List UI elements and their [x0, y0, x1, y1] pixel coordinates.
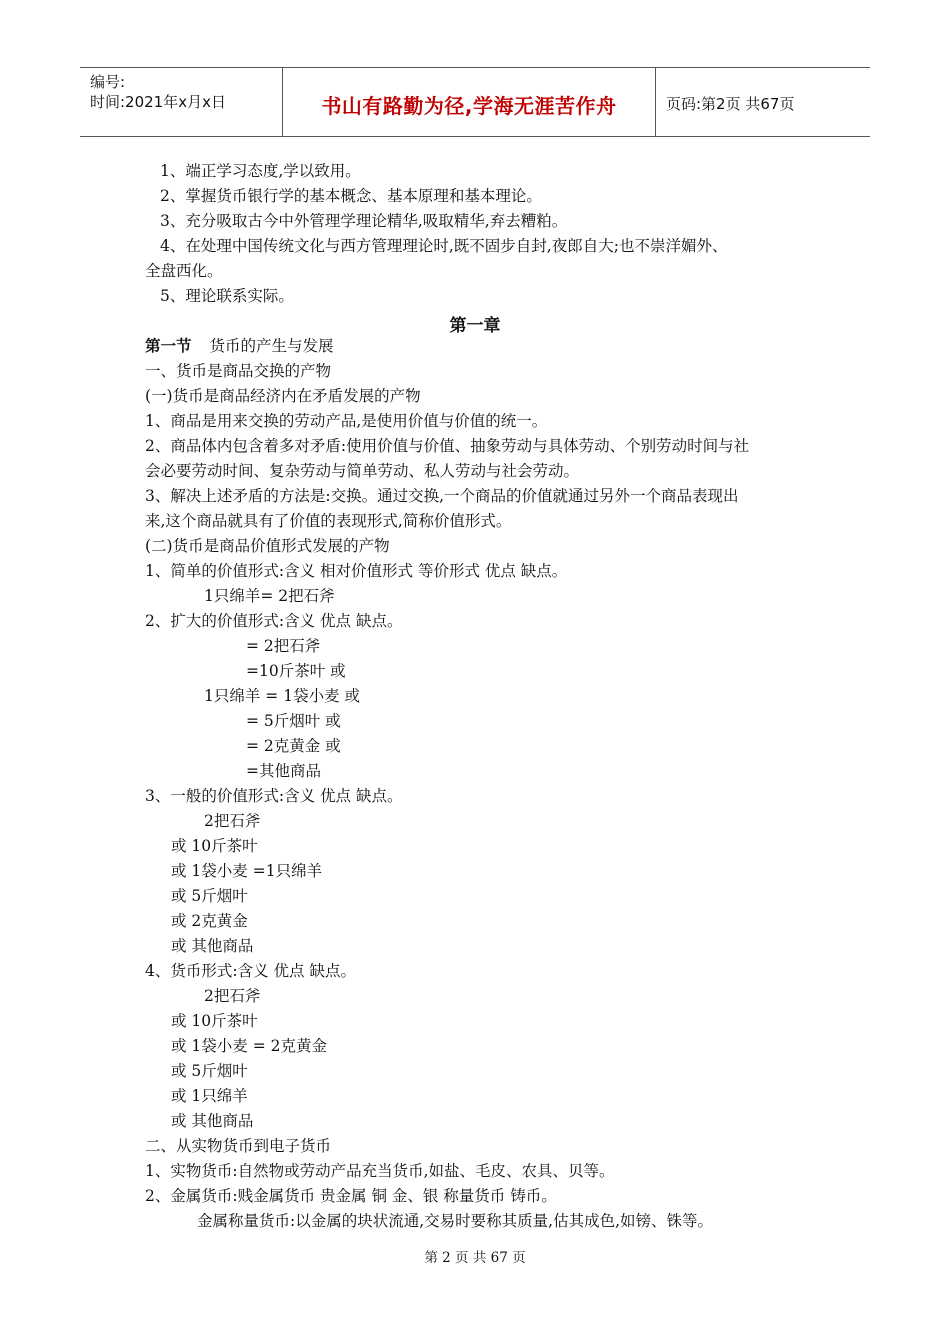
body-line: 4、货币形式:含义 优点 缺点。 — [145, 962, 356, 980]
intro-line: 1、端正学习态度,学以致用。 — [160, 162, 361, 180]
serial-label: 编号: — [90, 73, 126, 91]
page-footer: 第 2 页 共 67 页 — [424, 1250, 526, 1266]
body-line: 3、解决上述矛盾的方法是:交换。通过交换,一个商品的价值就通过另外一个商品表现出 — [145, 487, 739, 505]
body-line: 3、一般的价值形式:含义 优点 缺点。 — [145, 787, 403, 805]
motto: 书山有路勤为径,学海无涯苦作舟 — [321, 94, 617, 118]
body-line: = 2克黄金 或 — [246, 737, 341, 755]
body-line: = 5斤烟叶 或 — [246, 712, 341, 730]
header-table — [80, 67, 870, 137]
page-info: 页码:第2页 共67页 — [666, 95, 795, 113]
body-line: =10斤茶叶 或 — [246, 662, 346, 680]
body-line: 或 1只绵羊 — [171, 1087, 248, 1105]
header-page-cell — [656, 68, 870, 136]
section-title: 货币的产生与发展 — [209, 337, 334, 355]
body-line: 或 1袋小麦 =1只绵羊 — [171, 862, 323, 880]
body-line: =其他商品 — [246, 762, 321, 780]
body-line: 会必要劳动时间、复杂劳动与简单劳动、私人劳动与社会劳动。 — [145, 462, 580, 480]
header-meta-cell — [80, 68, 282, 136]
body-line: 2、商品体内包含着多对矛盾:使用价值与价值、抽象劳动与具体劳动、个别劳动时间与社 — [145, 437, 750, 455]
body-line: 2把石斧 — [204, 987, 261, 1005]
body-line: 2、扩大的价值形式:含义 优点 缺点。 — [145, 612, 403, 630]
body-line: 1、简单的价值形式:含义 相对价值形式 等价形式 优点 缺点。 — [145, 562, 568, 580]
intro-line: 全盘西化。 — [145, 262, 223, 280]
intro-line: 4、在处理中国传统文化与西方管理理论时,既不固步自封,夜郎自大;也不崇洋媚外、 — [160, 237, 728, 255]
header-motto-cell — [282, 68, 656, 136]
chapter-title: 第一章 — [449, 316, 501, 336]
body-line: 或 其他商品 — [171, 1112, 254, 1130]
body-line: 或 10斤茶叶 — [171, 1012, 258, 1030]
body-line: 或 5斤烟叶 — [171, 1062, 248, 1080]
body-line: 或 2克黄金 — [171, 912, 248, 930]
body-line: 二、从实物货币到电子货币 — [145, 1137, 332, 1155]
section-label: 第一节 — [145, 337, 192, 355]
body-line: 一、货币是商品交换的产物 — [145, 362, 332, 380]
body-line: 2把石斧 — [204, 812, 261, 830]
body-line: 或 其他商品 — [171, 937, 254, 955]
section-heading — [145, 335, 334, 357]
body-line: 金属称量货币:以金属的块状流通,交易时要称其质量,估其成色,如镑、铢等。 — [197, 1212, 714, 1230]
intro-line: 3、充分吸取古今中外管理学理论精华,吸取精华,弃去糟粕。 — [160, 212, 568, 230]
body-line: 或 5斤烟叶 — [171, 887, 248, 905]
body-line: 1、实物货币:自然物或劳动产品充当货币,如盐、毛皮、农具、贝等。 — [145, 1162, 615, 1180]
body-line: 2、金属货币:贱金属货币 贵金属 铜 金、银 称量货币 铸币。 — [145, 1187, 557, 1205]
body-line: (二)货币是商品价值形式发展的产物 — [145, 537, 390, 555]
intro-line: 5、理论联系实际。 — [160, 287, 294, 305]
body-line: 来,这个商品就具有了价值的表现形式,简称价值形式。 — [145, 512, 512, 530]
body-line: 1、商品是用来交换的劳动产品,是使用价值与价值的统一。 — [145, 412, 548, 430]
body-line: 或 1袋小麦 = 2克黄金 — [171, 1037, 327, 1055]
body-line: 1只绵羊 = 1袋小麦 或 — [204, 687, 360, 705]
body-line: 1只绵羊= 2把石斧 — [204, 587, 335, 605]
date-label: 时间:2021年x月x日 — [90, 93, 226, 111]
intro-line: 2、掌握货币银行学的基本概念、基本原理和基本理论。 — [160, 187, 542, 205]
body-line: = 2把石斧 — [246, 637, 321, 655]
body-line: (一)货币是商品经济内在矛盾发展的产物 — [145, 387, 421, 405]
body-line: 或 10斤茶叶 — [171, 837, 258, 855]
